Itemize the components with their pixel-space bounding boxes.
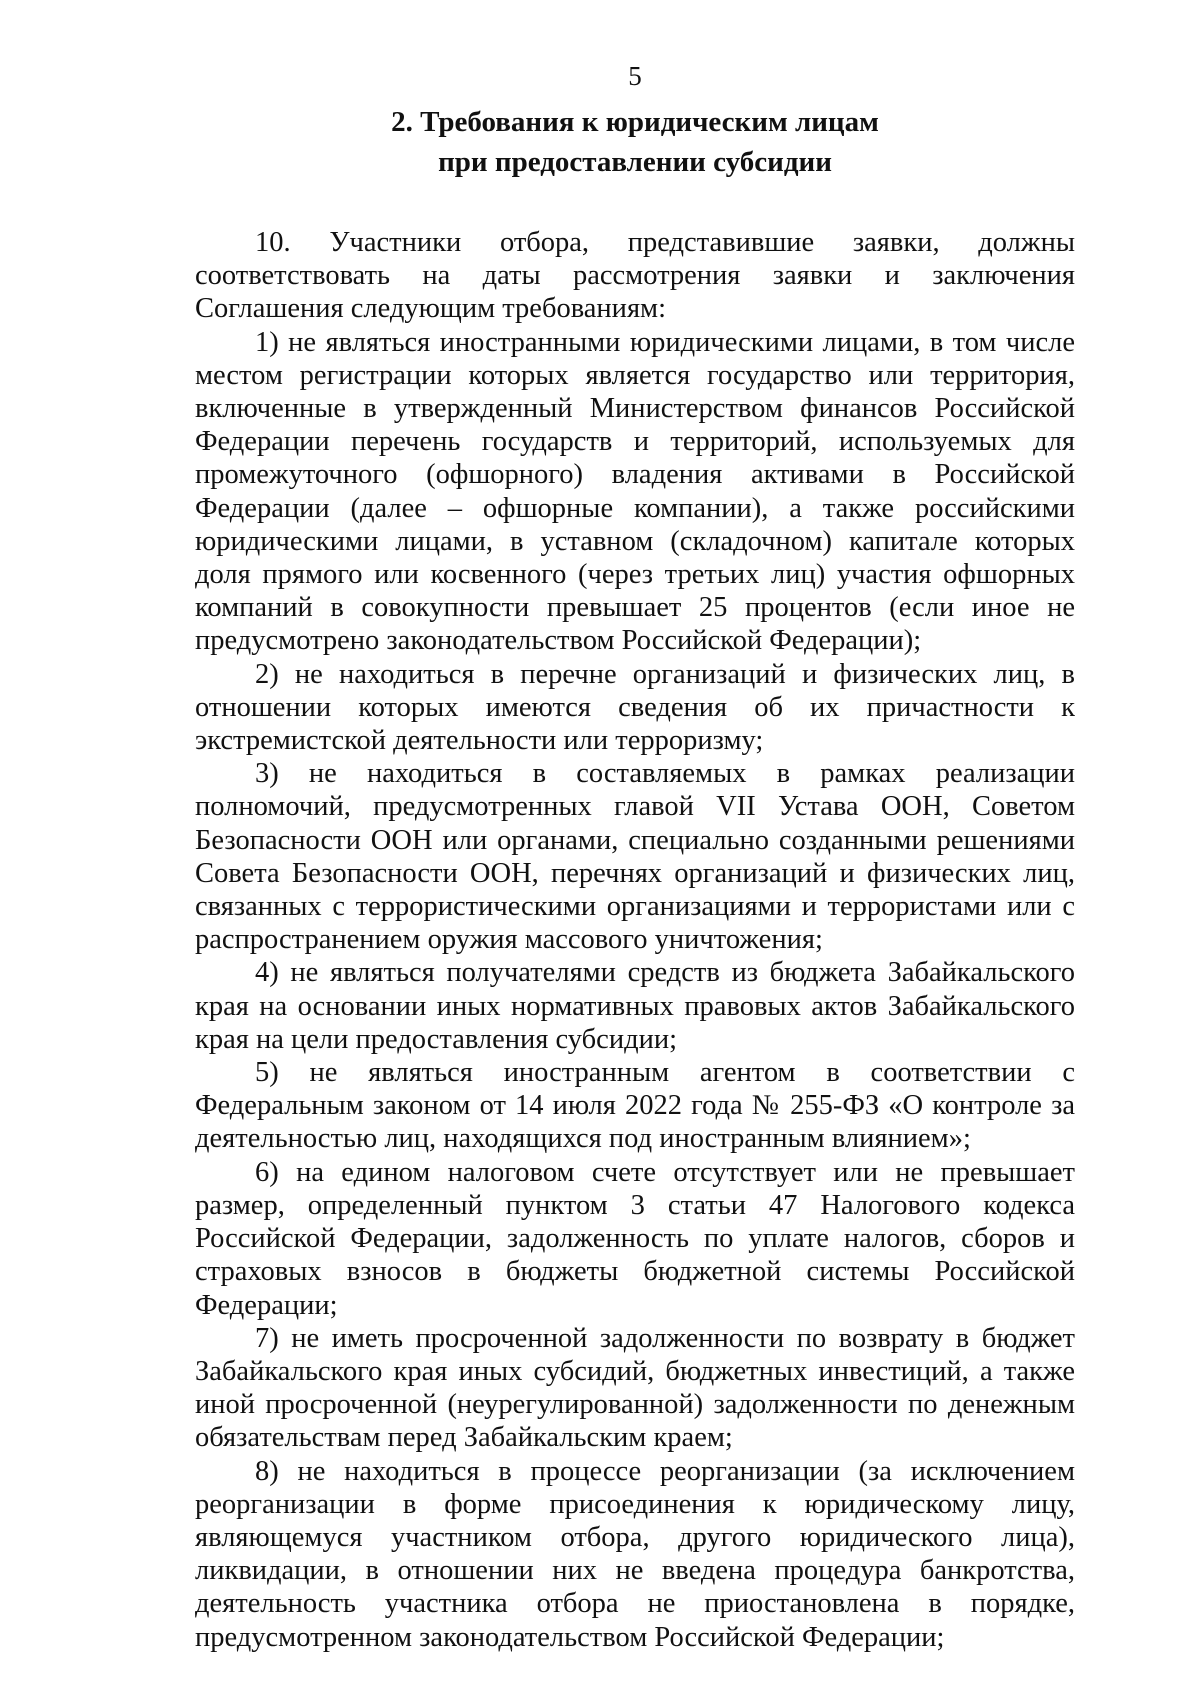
requirement-3: 3) не находиться в составляемых в рамках реализации полномочий, предусмотренных главой VII Устава ООН, Советом Безопасности ООН или органами, специально созданными решениями Совета Безопасности ООН, перечнях организаций и физических лиц, связанных с террористическими организациями и террористами или с распространением оружия массового уничтожения; xyxy=(195,758,1075,956)
requirement-1: 1) не являться иностранными юридическими лицами, в том числе местом регистрации которых является государство или территория, включенные в утвержденный Министерством финансов Российской Федерации перечень государств и территорий, используемых для промежуточного (офшорного) владения активами в Российской Федерации (далее – офшорные компании), а также российскими юридическими лицами, в уставном (складочном) капитале которых доля прямого или косвенного (через третьих лиц) участия офшорных компаний в совокупности превышает 25 процентов (если иное не предусмотрено законодательством Российской Федерации); xyxy=(195,326,1075,657)
section-title-line-1: 2. Требования к юридическим лицам xyxy=(391,106,879,138)
requirement-5: 5) не являться иностранным агентом в соответствии с Федеральным законом от 14 июля 2022 года № 255-ФЗ «О контроле за деятельностью лиц, находящихся под иностранным влиянием»; xyxy=(195,1057,1075,1155)
requirement-4: 4) не являться получателями средств из бюджета Забайкальского края на основании иных нормативных правовых актов Забайкальского края на цели предоставления субсидии; xyxy=(195,957,1075,1055)
requirement-8: 8) не находиться в процессе реорганизации (за исключением реорганизации в форме присоединения к юридическому лицу, являющемуся участником отбора, другого юридического лица), ликвидации, в отношении них не введена процедура банкротства, деятельность участника отбора не приостановлена в порядке, предусмотренном законодательством Российской Федерации; xyxy=(195,1455,1075,1653)
section-title xyxy=(195,102,1075,182)
requirement-7: 7) не иметь просроченной задолженности по возврату в бюджет Забайкальского края иных субсидий, бюджетных инвестиций, а также иной просроченной (неурегулированной) задолженности по денежным обязательствам перед Забайкальским краем; xyxy=(195,1322,1075,1454)
requirement-2: 2) не находиться в перечне организаций и физических лиц, в отношении которых имеются сведения об их причастности к экстремистской деятельности или терроризму; xyxy=(195,658,1075,757)
document-body xyxy=(195,226,1075,1654)
paragraph-10-intro: 10. Участники отбора, представившие заявки, должны соответствовать на даты рассмотрения заявки и заключения Соглашения следующим требованиям: xyxy=(195,227,1075,325)
section-title-line-2: при предоставлении субсидии xyxy=(438,146,832,178)
requirement-6: 6) на едином налоговом счете отсутствует или не превышает размер, определенный пунктом 3 статьи 47 Налогового кодекса Российской Федерации, задолженность по уплате налогов, сборов и страховых взносов в бюджеты бюджетной системы Российской Федерации; xyxy=(195,1156,1075,1321)
page-number: 5 xyxy=(628,61,642,91)
